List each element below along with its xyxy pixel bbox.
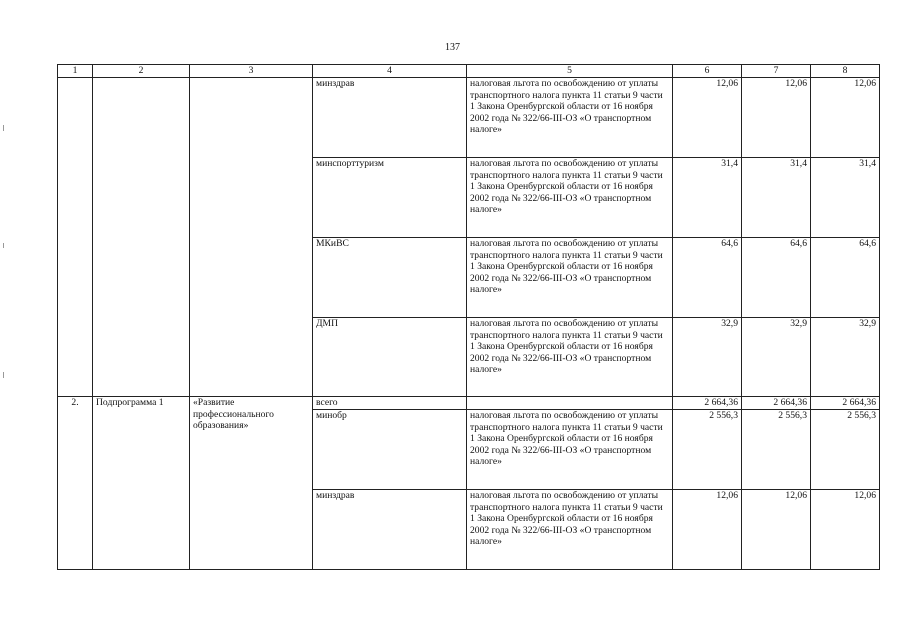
- executor-cell: ДМП: [313, 318, 467, 397]
- measure-cell: налоговая льгота по освобождению от уплаты транспортного налога пункта 11 статьи 9 части 1 Закона Оренбургской области от 16 ноября 2002 года № 322/66-III-ОЗ «О транспортном налоге»: [467, 78, 673, 158]
- program-name: Подпрограмма 1: [93, 397, 190, 570]
- column-header: 8: [811, 65, 880, 78]
- table-row: [58, 397, 880, 410]
- column-header: 7: [742, 65, 811, 78]
- executor-cell: минздрав: [313, 78, 467, 158]
- value-cell: 12,06: [811, 490, 880, 570]
- value-cell: 12,06: [742, 78, 811, 158]
- value-cell: 2 664,36: [811, 397, 880, 410]
- value-cell: 64,6: [742, 238, 811, 318]
- page-number: 137: [445, 42, 460, 53]
- measure-cell: налоговая льгота по освобождению от уплаты транспортного налога пункта 11 статьи 9 части 1 Закона Оренбургской области от 16 ноября 2002 года № 322/66-III-ОЗ «О транспортном налоге»: [467, 318, 673, 397]
- data-table: [57, 64, 880, 570]
- value-cell: 32,9: [811, 318, 880, 397]
- value-cell: 64,6: [673, 238, 742, 318]
- measure-cell: [467, 397, 673, 410]
- table-row: [58, 78, 880, 158]
- row-number: 2.: [58, 397, 93, 570]
- table-cell: [190, 78, 313, 397]
- header-row: [58, 65, 880, 78]
- value-cell: 12,06: [673, 78, 742, 158]
- measure-cell: налоговая льгота по освобождению от уплаты транспортного налога пункта 11 статьи 9 части 1 Закона Оренбургской области от 16 ноября 2002 года № 322/66-III-ОЗ «О транспортном налоге»: [467, 238, 673, 318]
- value-cell: 2 664,36: [742, 397, 811, 410]
- value-cell: 32,9: [742, 318, 811, 397]
- executor-cell: всего: [313, 397, 467, 410]
- scan-artifact: [3, 125, 4, 131]
- value-cell: 2 664,36: [673, 397, 742, 410]
- scan-artifact: [3, 243, 4, 248]
- measure-cell: налоговая льгота по освобождению от уплаты транспортного налога пункта 11 статьи 9 части 1 Закона Оренбургской области от 16 ноября 2002 года № 322/66-III-ОЗ «О транспортном налоге»: [467, 410, 673, 490]
- column-header: 4: [313, 65, 467, 78]
- table-cell: [93, 78, 190, 397]
- value-cell: 12,06: [742, 490, 811, 570]
- column-header: 1: [58, 65, 93, 78]
- value-cell: 31,4: [673, 158, 742, 238]
- scan-artifact: [3, 372, 4, 378]
- column-header: 5: [467, 65, 673, 78]
- executor-cell: минздрав: [313, 490, 467, 570]
- executor-cell: минспорттуризм: [313, 158, 467, 238]
- executor-cell: МКиВС: [313, 238, 467, 318]
- column-header: 3: [190, 65, 313, 78]
- value-cell: 12,06: [673, 490, 742, 570]
- measure-cell: налоговая льгота по освобождению от уплаты транспортного налога пункта 11 статьи 9 части 1 Закона Оренбургской области от 16 ноября 2002 года № 322/66-III-ОЗ «О транспортном налоге»: [467, 490, 673, 570]
- column-header: 6: [673, 65, 742, 78]
- value-cell: 2 556,3: [811, 410, 880, 490]
- value-cell: 64,6: [811, 238, 880, 318]
- column-header: 2: [93, 65, 190, 78]
- value-cell: 2 556,3: [673, 410, 742, 490]
- executor-cell: минобр: [313, 410, 467, 490]
- value-cell: 31,4: [811, 158, 880, 238]
- value-cell: 32,9: [673, 318, 742, 397]
- table-cell: [58, 78, 93, 397]
- value-cell: 31,4: [742, 158, 811, 238]
- measure-cell: налоговая льгота по освобождению от уплаты транспортного налога пункта 11 статьи 9 части 1 Закона Оренбургской области от 16 ноября 2002 года № 322/66-III-ОЗ «О транспортном налоге»: [467, 158, 673, 238]
- value-cell: 2 556,3: [742, 410, 811, 490]
- program-title: «Развитие профессионального образования»: [190, 397, 313, 570]
- value-cell: 12,06: [811, 78, 880, 158]
